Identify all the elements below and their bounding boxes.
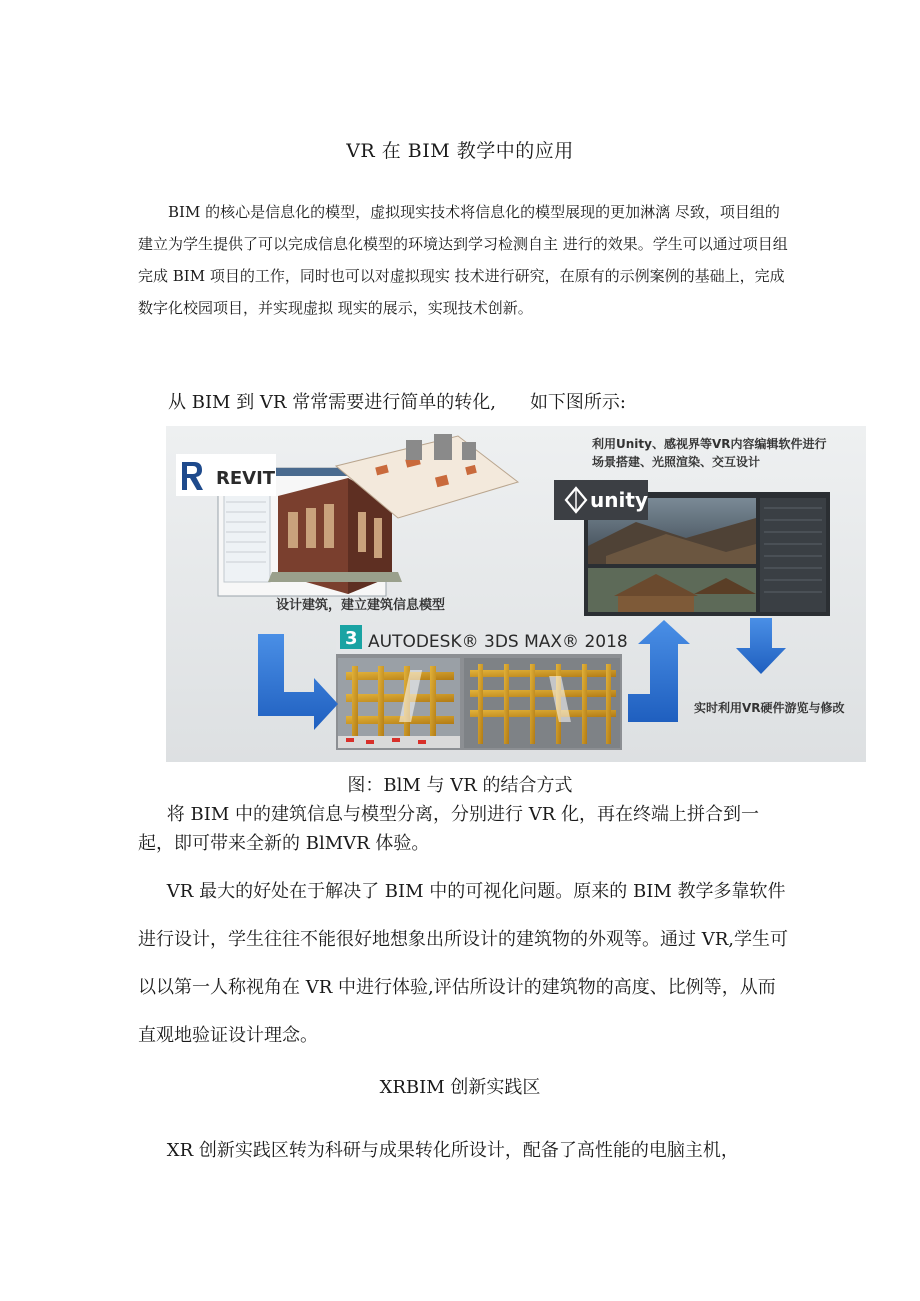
paragraph-vr-advantage	[138, 868, 788, 1060]
unity-caption-line-1: 利用Unity、感视界等VR内容编辑软件进行	[592, 437, 827, 451]
paragraph-text: 将 BIM 中的建筑信息与模型分离，分别进行 VR 化，再在终端上拼合到一起，即可带来全新的 BlMVR 体验。	[138, 804, 760, 854]
intro-text: BIM 的核心是信息化的模型，虚拟现实技术将信息化的模型展现的更加淋漓 尽致，项目组的建立为学生提供了可以完成信息化模型的环境达到学习检测自主 进行的效果。学生可以通过项目组完成 BIM 项目的工作，同时也可以对虚拟现实 技术进行研究，在原有的示例案例的基础上，完成数字化校园项目，并实现虚拟 现实的展示，实现技术创新。	[138, 203, 788, 317]
section-title: VR 在 BIM 教学中的应用	[346, 140, 574, 162]
revit-caption: 设计建筑，建立建筑信息模型	[276, 598, 446, 613]
unity-caption-line-2: 场景搭建、光照渲染、交互设计	[592, 455, 761, 469]
lead-text-b: 如下图所示:	[529, 392, 627, 413]
unity-logo-text: unity	[590, 488, 648, 512]
paragraph-text: XR 创新实践区转为科研与成果转化所设计，配备了高性能的电脑主机，	[166, 1140, 739, 1161]
vr-caption: 实时利用VR硬件游览与修改	[694, 701, 845, 715]
unity-panel	[554, 436, 830, 616]
max-logo-mark: 3	[345, 628, 358, 649]
paragraph-text: VR 最大的好处在于解决了 BIM 中的可视化问题。原来的 BIM 教学多靠软件进行设计，学生往往不能很好地想象出所设计的建筑物的外观等。通过 VR,学生可以以第一人称视角在 VR 中进行体验,评估所设计的建筑物的高度、比例等，从而直观地验证设计理念。	[138, 881, 788, 1046]
intro-paragraph	[138, 196, 788, 324]
lead-text-a: 从 BIM 到 VR 常常需要进行简单的转化,	[168, 392, 496, 413]
max-logo-text: AUTODESK® 3DS MAX® 2018	[368, 632, 628, 652]
revit-logo-text: REVIT	[216, 468, 276, 489]
section-heading-xrbim: XRBIM 创新实践区	[379, 1077, 541, 1098]
bim-vr-workflow-illustration	[166, 426, 866, 762]
revit-panel	[176, 434, 518, 613]
max-panel	[336, 622, 628, 750]
arrow-up-icon	[628, 620, 690, 722]
paragraph-bim-separation	[138, 800, 788, 858]
bim-vr-figure	[166, 426, 866, 762]
figure-lead-line	[168, 388, 626, 414]
figure-caption: 图：BlM 与 VR 的结合方式	[347, 775, 573, 796]
arrow-down-icon	[736, 618, 786, 674]
arrow-right-icon	[258, 634, 338, 730]
paragraph-xr-lab	[138, 1136, 788, 1166]
